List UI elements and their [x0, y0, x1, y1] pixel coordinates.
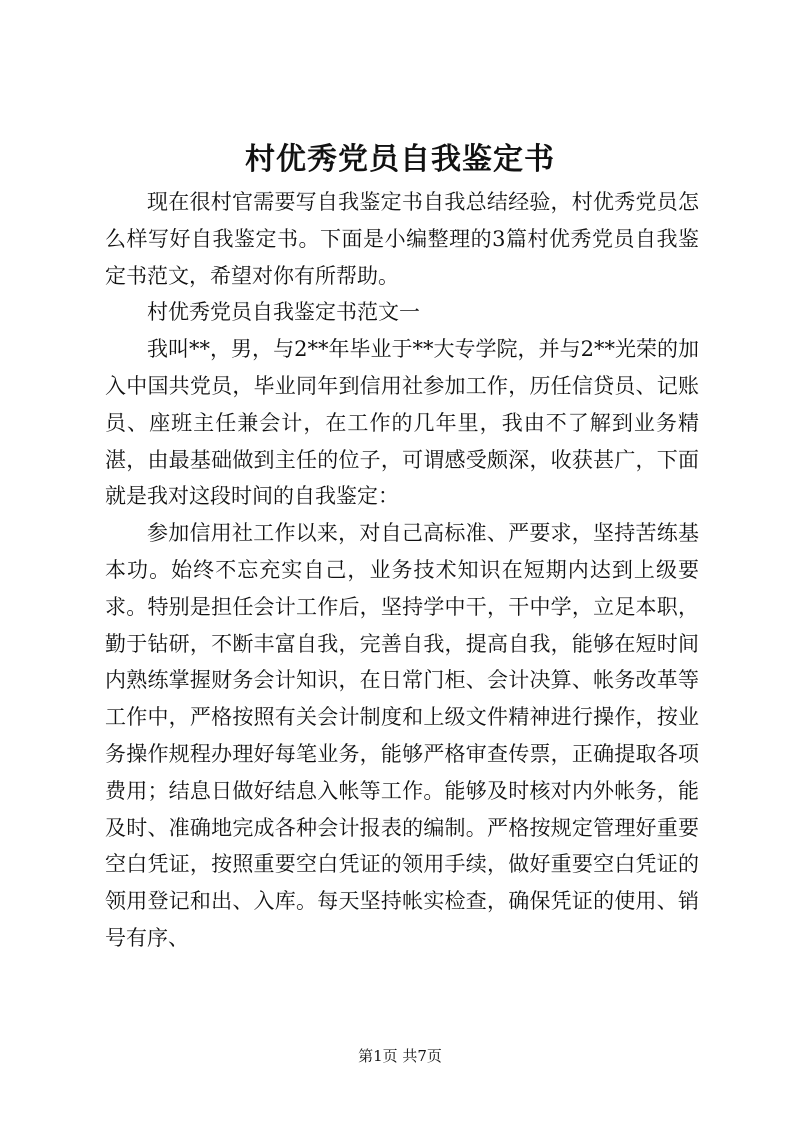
paragraph-work-summary: 参加信用社工作以来，对自己高标准、严要求，坚持苦练基本功。始终不忘充实自己，业务技术知识在短期内达到上级要求。特别是担任会计工作后，坚持学中干，干中学，立足本职，勤于钻研，不断丰富自我，完善自我，提高自我，能够在短时间内熟练掌握财务会计知识，在日常门柜、会计决算、帐务改革等工作中，严格按照有关会计制度和上级文件精神进行操作，按业务操作规程办理好每笔业务，能够严格审查传票，正确提取各项费用；结息日做好结息入帐等工作。能够及时核对内外帐务，能及时、准确地完成各种会计报表的编制。严格按规定管理好重要空白凭证，按照重要空白凭证的领用手续，做好重要空白凭证的领用登记和出、入库。每天坚持帐实检查，确保凭证的使用、销号有序、 — [105, 521, 699, 950]
paragraph-self-introduction: 我叫**，男，与2**年毕业于**大专学院，并与2**光荣的加入中国共党员，毕业同年到信用社参加工作，历任信贷员、记账员、座班主任兼会计，在工作的几年里，我由不了解到业务精湛，由最基础做到主任的位子，可谓感受颇深，收获甚广，下面就是我对这段时间的自我鉴定： — [105, 337, 699, 509]
document-title: 村优秀党员自我鉴定书 — [245, 142, 555, 177]
paragraph-section-heading: 村优秀党员自我鉴定书范文一 — [147, 300, 420, 325]
page-number: 第1页 共7页 — [358, 1047, 442, 1065]
document-body — [105, 184, 699, 957]
paragraph-intro: 现在很村官需要写自我鉴定书自我总结经验，村优秀党员怎么样写好自我鉴定书。下面是小编整理的3篇村优秀党员自我鉴定书范文，希望对你有所帮助。 — [105, 190, 699, 288]
